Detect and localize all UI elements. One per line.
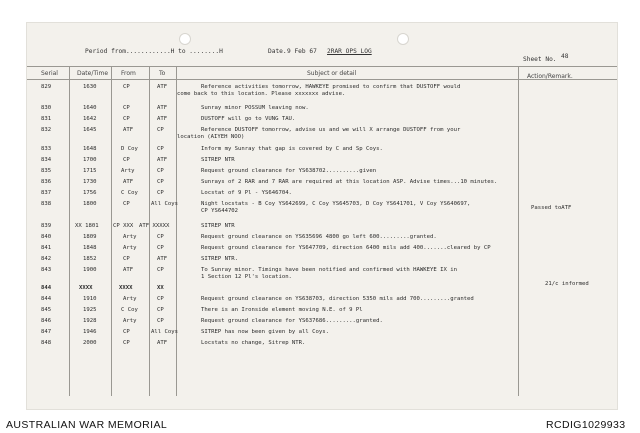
- row-from: CP: [123, 84, 130, 90]
- period-label: Period from............H to ........H: [85, 48, 223, 55]
- row-subject: CP YS644702: [201, 208, 239, 214]
- row-to: ATF: [157, 157, 168, 163]
- row-from: CP: [123, 201, 130, 207]
- row-to: XX: [157, 285, 164, 291]
- row-serial: 844: [41, 285, 52, 291]
- col-action: Action/Remark.: [527, 73, 573, 80]
- row-time: 1925: [83, 307, 97, 313]
- row-to: All Coys: [151, 201, 178, 207]
- row-subject: 1 Section 12 Pl's location.: [201, 274, 292, 280]
- row-time: 1852: [83, 256, 97, 262]
- row-time: 1910: [83, 296, 97, 302]
- row-from: CP: [123, 340, 130, 346]
- row-serial: 830: [41, 105, 52, 111]
- row-serial: 839: [41, 223, 52, 229]
- col-subject: Subject or detail: [307, 70, 357, 77]
- row-subject: Reference DUSTOFF tomorrow, advise us and we will X arrange DUSTOFF from your: [201, 127, 461, 133]
- row-time: 1715: [83, 168, 97, 174]
- row-serial: 844: [41, 296, 52, 302]
- row-serial: 829: [41, 84, 52, 90]
- row-from: Arty: [123, 296, 137, 302]
- row-from: CP: [123, 116, 130, 122]
- row-from: C Coy: [121, 190, 138, 196]
- row-to: ATF: [157, 116, 168, 122]
- row-serial: 847: [41, 329, 52, 335]
- row-to: CP: [157, 234, 164, 240]
- row-serial: 843: [41, 267, 52, 273]
- row-to: ATF XXXXX: [139, 223, 170, 229]
- row-time: 1848: [83, 245, 97, 251]
- row-subject: come back to this location. Please xxxxxxx advise.: [177, 91, 346, 97]
- row-subject: Request ground clearance for YS638702..........given: [201, 168, 377, 174]
- row-serial: 840: [41, 234, 52, 240]
- row-serial: 836: [41, 179, 52, 185]
- row-serial: 833: [41, 146, 52, 152]
- sheet-number: 48: [561, 53, 569, 60]
- row-time: 1648: [83, 146, 97, 152]
- unit-name: 2RAR OPS LOG: [327, 48, 372, 55]
- row-subject: Request ground clearance on YS635696 4800 go left 600.........granted.: [201, 234, 437, 240]
- column-divider: [176, 66, 177, 396]
- row-subject: Request ground clearance for YS647709, direction 6400 mils add 400.......cleared by CP: [201, 245, 491, 251]
- row-from: CP XXX: [113, 223, 134, 229]
- row-subject: Sunray minor POSSUM leaving now.: [201, 105, 309, 111]
- row-time: XX 1801: [75, 223, 99, 229]
- row-serial: 848: [41, 340, 52, 346]
- row-subject: location (AIYEH NOO): [177, 134, 245, 140]
- date-value: 9 Feb 67: [287, 48, 317, 55]
- record-id: RCDIG1029933: [546, 419, 626, 431]
- row-from: XXXX: [119, 285, 133, 291]
- row-subject: Locstats no change, Sitrep NTR.: [201, 340, 306, 346]
- sheet-label: Sheet No.: [523, 56, 557, 63]
- row-time: 1640: [83, 105, 97, 111]
- row-subject: DUSTOFF will go to VUNG TAU.: [201, 116, 296, 122]
- row-from: ATF: [123, 179, 134, 185]
- row-serial: 831: [41, 116, 52, 122]
- row-from: CP: [123, 105, 130, 111]
- row-subject: SITREP NTR: [201, 223, 235, 229]
- row-serial: 835: [41, 168, 52, 174]
- row-to: CP: [157, 168, 164, 174]
- col-from: From: [121, 70, 136, 77]
- row-from: Arty: [123, 245, 137, 251]
- row-subject: There is an Ironside element moving N.E. of 9 Pl: [201, 307, 363, 313]
- col-datetime: Date/Time: [77, 70, 109, 77]
- row-from: CP: [123, 329, 130, 335]
- row-time: 1809: [83, 234, 97, 240]
- punch-hole: [179, 33, 191, 45]
- archive-credit: AUSTRALIAN WAR MEMORIAL: [6, 419, 168, 431]
- row-subject: Request ground clearance for YS637686.........granted.: [201, 318, 383, 324]
- row-to: All Coys: [151, 329, 178, 335]
- row-time: 1700: [83, 157, 97, 163]
- col-serial: Serial: [41, 70, 58, 77]
- date-label: Date.: [268, 48, 287, 55]
- row-time: 2000: [83, 340, 97, 346]
- row-serial: 845: [41, 307, 52, 313]
- row-time: 1645: [83, 127, 97, 133]
- row-subject: SITREP has now been given by all Coys.: [201, 329, 329, 335]
- column-divider: [149, 66, 150, 396]
- row-subject: Request ground clearance on YS638703, direction 5350 mils add 700.........granted: [201, 296, 474, 302]
- row-serial: 846: [41, 318, 52, 324]
- row-to: CP: [157, 146, 164, 152]
- row-time: 1756: [83, 190, 97, 196]
- row-from: ATF: [123, 127, 134, 133]
- row-from: D Coy: [121, 146, 138, 152]
- row-action: 21/c informed: [545, 281, 589, 287]
- row-serial: 841: [41, 245, 52, 251]
- row-time: 1730: [83, 179, 97, 185]
- row-time: 1900: [83, 267, 97, 273]
- row-to: CP: [157, 307, 164, 313]
- header-rule-top: [27, 66, 617, 67]
- row-to: ATF: [157, 105, 168, 111]
- column-divider: [111, 66, 112, 396]
- row-from: ATF: [123, 267, 134, 273]
- row-to: CP: [157, 190, 164, 196]
- row-subject: Reference activities tomorrow, HAWKEYE promised to confirm that DUSTOFF would: [201, 84, 461, 90]
- row-to: CP: [157, 296, 164, 302]
- row-serial: 832: [41, 127, 52, 133]
- row-from: CP: [123, 256, 130, 262]
- row-subject: Night locstats - B Coy YS642699, C Coy YS645703, D Coy YS641701, V Coy YS640697,: [201, 201, 471, 207]
- row-time: 1928: [83, 318, 97, 324]
- row-to: CP: [157, 127, 164, 133]
- row-subject: SITREP NTR: [201, 157, 235, 163]
- row-time: 1946: [83, 329, 97, 335]
- row-to: CP: [157, 267, 164, 273]
- row-subject: Inform my Sunray that gap is covered by C and Sp Coys.: [201, 146, 383, 152]
- row-time: 1630: [83, 84, 97, 90]
- row-to: ATF: [157, 84, 168, 90]
- row-to: CP: [157, 318, 164, 324]
- row-time: XXXX: [79, 285, 93, 291]
- row-serial: 834: [41, 157, 52, 163]
- row-from: CP: [123, 157, 130, 163]
- row-to: CP: [157, 179, 164, 185]
- row-subject: SITREP NTR.: [201, 256, 239, 262]
- row-serial: 837: [41, 190, 52, 196]
- row-subject: Locstat of 9 Pl - YS646704.: [201, 190, 292, 196]
- row-from: Arty: [123, 318, 137, 324]
- row-to: ATF: [157, 340, 168, 346]
- row-to: CP: [157, 245, 164, 251]
- row-subject: To Sunray minor. Timings have been notified and confirmed with HAWKEYE IX in: [201, 267, 457, 273]
- col-to: To: [159, 70, 166, 77]
- column-divider: [518, 66, 519, 396]
- row-serial: 842: [41, 256, 52, 262]
- log-sheet: [26, 22, 618, 410]
- row-from: C Coy: [121, 307, 138, 313]
- row-time: 1800: [83, 201, 97, 207]
- row-subject: Sunrays of 2 RAR and 7 RAR are required at this location ASP. Advise times...10 minutes.: [201, 179, 498, 185]
- row-serial: 838: [41, 201, 52, 207]
- row-to: ATF: [157, 256, 168, 262]
- row-from: Arty: [121, 168, 135, 174]
- row-action: Passed toATF: [531, 205, 572, 211]
- punch-hole: [397, 33, 409, 45]
- row-from: Arty: [123, 234, 137, 240]
- column-divider: [69, 66, 70, 396]
- row-time: 1642: [83, 116, 97, 122]
